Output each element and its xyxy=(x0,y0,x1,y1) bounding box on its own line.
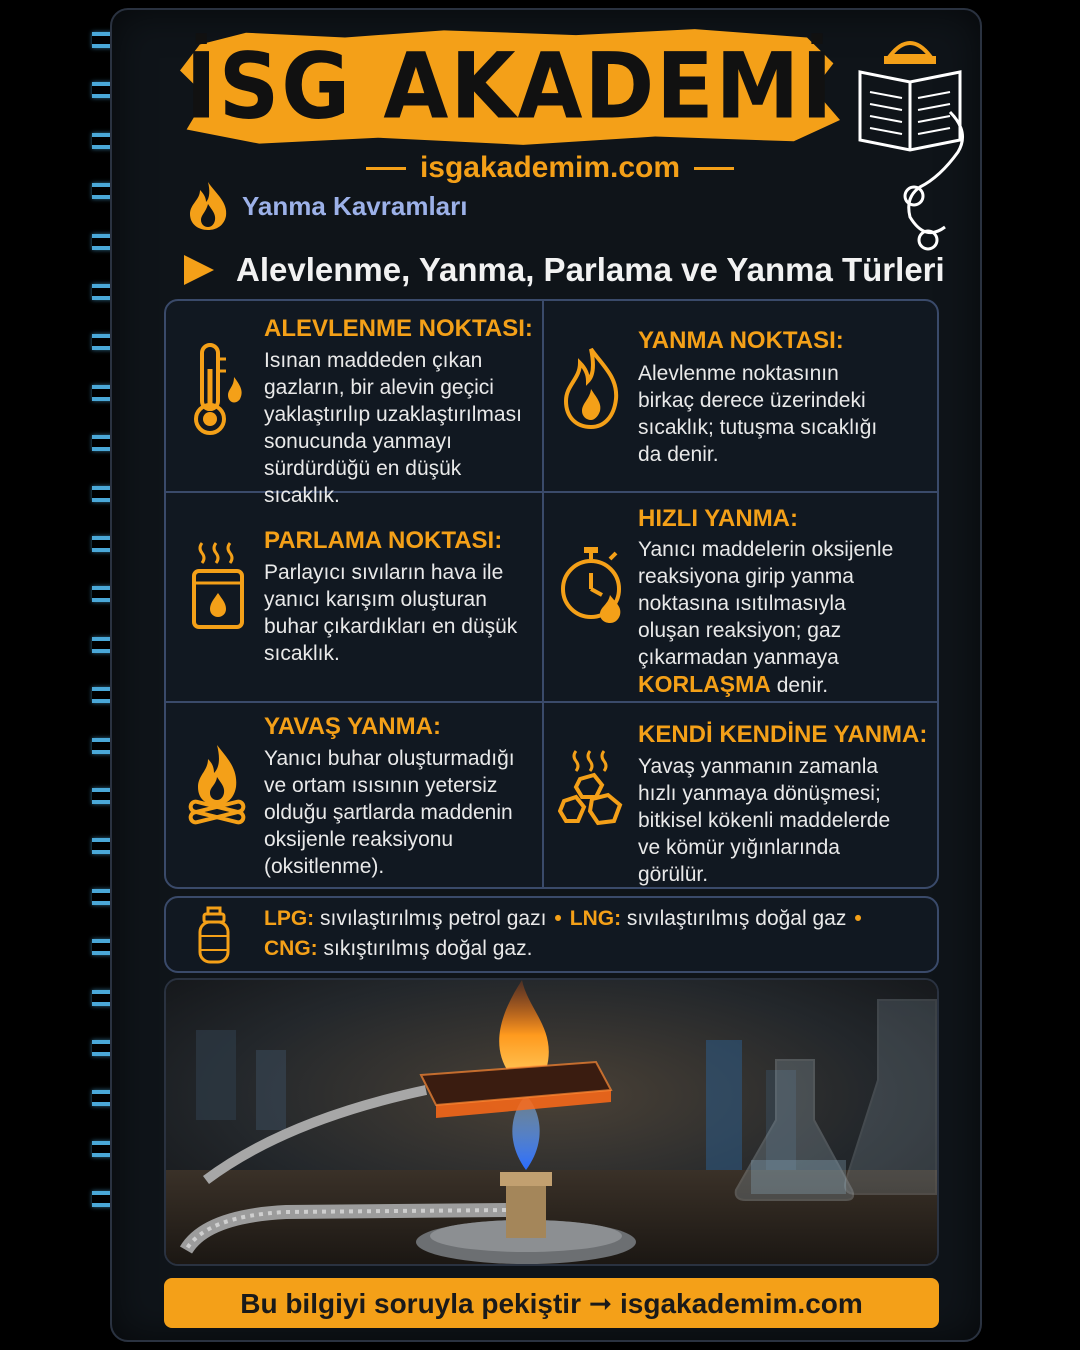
dash-left xyxy=(366,167,406,170)
fire-icon xyxy=(186,180,230,232)
campfire-icon xyxy=(186,741,248,831)
gas-line-1 xyxy=(264,907,870,931)
card-line: çıkarmadan yanmaya xyxy=(638,646,839,669)
card-title: ALEVLENME NOKTASI: xyxy=(264,315,533,342)
dash-right xyxy=(694,167,734,170)
card-title: HIZLI YANMA: xyxy=(638,505,799,532)
card-line: reaksiyona girip yanma xyxy=(638,565,854,588)
card-line: gazların, bir alevin geçici xyxy=(264,376,494,399)
section-label-text: Yanma Kavramları xyxy=(242,190,468,221)
separator-dot: • xyxy=(854,907,862,930)
card-alevlenme xyxy=(166,301,542,507)
card-line xyxy=(638,671,936,699)
thermometer-icon xyxy=(188,339,246,439)
card-line: da denir. xyxy=(638,443,719,466)
book-helmet-icon xyxy=(850,22,970,252)
card-line: Yanıcı maddelerin oksijenle xyxy=(638,538,894,561)
card-line: olduğu şartlarda maddenin xyxy=(264,801,513,824)
card-yavas-yanma xyxy=(166,703,542,889)
card-body xyxy=(264,745,539,880)
card-line: ve kömür yığınlarında xyxy=(638,836,840,859)
card-line: sonucunda yanmayı xyxy=(264,430,452,453)
flame-icon xyxy=(560,345,622,431)
card-title: PARLAMA NOKTASI: xyxy=(264,527,503,554)
card-body xyxy=(638,360,933,468)
definitions-grid xyxy=(164,299,939,889)
card-line: bitkisel kökenli maddelerde xyxy=(638,809,891,832)
gas-line-2 xyxy=(264,937,532,961)
beaker-icon xyxy=(188,539,248,633)
card-line: oksijenle reaksiyonu xyxy=(264,828,454,851)
card-body xyxy=(638,536,936,699)
card-yanma-noktasi xyxy=(544,301,939,491)
card-line: Parlayıcı sıvıların hava ile xyxy=(264,561,504,584)
play-arrow-icon xyxy=(182,253,216,287)
card-line: görülür. xyxy=(638,863,709,886)
lng-abbr: LNG: xyxy=(569,907,622,930)
cng-abbr: CNG: xyxy=(264,937,318,960)
section-heading-text: Alevlenme, Yanma, Parlama ve Yanma Türleri xyxy=(236,251,945,288)
card-line: sıcaklık. xyxy=(264,642,340,665)
card-line: birkaç derece üzerindeki xyxy=(638,389,866,412)
coal-icon xyxy=(558,747,624,829)
card-body xyxy=(264,347,539,509)
card-line: oluşan reaksiyon; gaz xyxy=(638,619,842,642)
card-title: YAVAŞ YANMA: xyxy=(264,713,441,740)
card-line: buhar çıkardıkları en düşük xyxy=(264,615,518,638)
card-line: Yanıcı buhar oluşturmadığı xyxy=(264,747,515,770)
card-line: yanıcı karışım oluşturan xyxy=(264,588,487,611)
gas-cylinder-icon xyxy=(194,906,234,966)
card-title: KENDİ KENDİNE YANMA: xyxy=(638,721,928,748)
card-line: hızlı yanmaya dönüşmesi; xyxy=(638,782,881,805)
card-body xyxy=(638,753,936,888)
card-line: Yavaş yanmanın zamanla xyxy=(638,755,879,778)
lng-text: sıvılaştırılmış doğal gaz xyxy=(621,907,847,930)
card-body xyxy=(264,559,539,667)
section-heading xyxy=(182,246,945,294)
separator-dot: • xyxy=(554,907,562,930)
card-line: (oksitlenme). xyxy=(264,855,385,878)
card-line: yaklaştırılıp uzaklaştırılması xyxy=(264,403,522,426)
page-title: İSG AKADEMİ xyxy=(185,33,835,139)
card-line-tail: denir. xyxy=(770,674,829,697)
lpg-text: sıvılaştırılmış petrol gazı xyxy=(314,907,547,930)
gas-abbreviations xyxy=(164,896,939,973)
highlight-korlasma: KORLAŞMA xyxy=(638,671,771,697)
card-hizli-yanma xyxy=(544,493,939,701)
lpg-abbr: LPG: xyxy=(264,907,315,930)
card-line: Isınan maddeden çıkan xyxy=(264,349,483,372)
stopwatch-icon xyxy=(560,545,626,625)
card-title: YANMA NOKTASI: xyxy=(638,327,844,354)
cng-text: sıkıştırılmış doğal gaz. xyxy=(317,937,533,960)
card-line: noktasına ısıtılmasıyla xyxy=(638,592,846,615)
card-parlama xyxy=(166,493,542,701)
card-line: ve ortam ısısının yetersiz xyxy=(264,774,498,797)
cta-banner[interactable]: Bu bilgiyi soruyla pekiştir ➞ isgakademim.com xyxy=(164,1278,939,1328)
card-line: sıcaklık; tutuşma sıcaklığı xyxy=(638,416,878,439)
card-line: Alevlenme noktasının xyxy=(638,362,839,385)
bunsen-burner-photo xyxy=(164,978,939,1266)
card-kendi-kendine-yanma xyxy=(544,703,939,889)
site-url[interactable]: isgakademim.com xyxy=(419,151,681,184)
card-line: sürdürdüğü en düşük sıcaklık. xyxy=(264,457,462,507)
section-label xyxy=(186,178,467,234)
